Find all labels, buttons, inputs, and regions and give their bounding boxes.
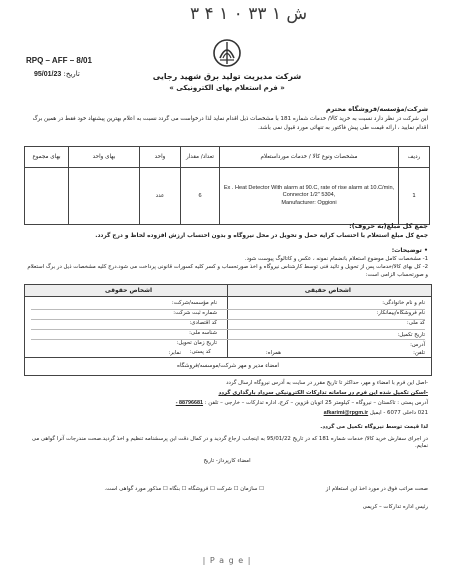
price-note: جمع کل مبلغ استعلام با احتساب کرایه حمل و تحویل در محل نیروگاه و بدون احتساب ارزش افزوده لحاظ و درج گردد. — [95, 233, 428, 239]
fax-email-line — [24, 410, 428, 417]
date-label: تاریخ: — [63, 70, 80, 78]
table-row — [25, 168, 430, 225]
header-unit: واحد — [140, 147, 181, 168]
bid-title: لذا قیمت توسط نیروگاه تکمیل می گردد. — [320, 424, 428, 430]
phone-field[interactable]: تلفن: — [413, 350, 425, 356]
header-row-no: ردیف — [399, 147, 430, 168]
completion-date-field[interactable]: تاریخ تکمیل: — [397, 332, 425, 338]
registration-no-field[interactable]: شماره ثبت شرکت: — [173, 310, 217, 316]
cell-row-no: 1 — [399, 168, 430, 225]
instruction-line-2: -اسکن تکمیل شده این فرم در سامانه تدارکات الکترونیکی سرداد بارگذاری گردد — [218, 390, 428, 396]
explanations-list — [24, 256, 428, 279]
mobile-field[interactable]: همراه: — [265, 350, 281, 356]
signature-line: امضاء مدیر و مهر شرکت/موسسه/فروشگاه — [177, 363, 279, 369]
field-divider — [31, 339, 425, 340]
economic-code-field[interactable]: کد اقتصادی: — [189, 320, 217, 326]
header-total-price: بهای مجموع — [25, 147, 69, 168]
bid-text: در اجرای سفارش خرید کالا/ خدمات شماره 181 که در تاریخ 95/01/22 به اینجانب ارجاع گردید و در کمال دقت این پرسشنامه تنظیم و اخذ گردید.صحت مندرجات آنرا گواهی می نمایم. — [31, 436, 428, 450]
form-date — [34, 70, 80, 80]
cell-total-price[interactable] — [25, 168, 69, 225]
natural-persons-header: اشخاص حقیقی — [304, 287, 351, 294]
shop-name-field[interactable]: نام فروشگاه/پیمانکار: — [376, 310, 425, 316]
page-number: | P a g e | — [202, 556, 252, 565]
cell-unit-price[interactable] — [69, 168, 140, 225]
national-id-field[interactable]: شناسه ملی: — [189, 330, 217, 336]
cell-quantity: 6 — [181, 168, 220, 225]
final-confirmation: صحت مراتب فوق در مورد اخذ این استعلام از — [325, 486, 428, 492]
header-quantity: تعداد/ مقدار — [181, 147, 220, 168]
form-title: « فرم استعلام بهای الکترونیکی » — [169, 84, 285, 92]
instruction-line-1: -اصل این فرم با امضاء و مهر، حداکثر تا تاریخ مقرر در سایت به آدرس نیروگاه ارسال گردد — [226, 380, 428, 386]
address-field[interactable]: آدرس: — [410, 342, 425, 348]
legal-persons-header: اشخاص حقوقی — [105, 287, 153, 294]
postal-address: آدرس پستی : تاکستان – نیروگاه – کیلومتر 25 اتوبان قزوین – کرج، اداره تدارکات – خارجی – تلفن : — [204, 400, 428, 406]
info-box-divider — [227, 285, 228, 357]
handwritten-note: ش ۱ ۳۳ ۰ ۱ ۴ ۳ — [190, 4, 308, 24]
fax-field[interactable]: نمابر: — [168, 350, 181, 356]
cell-description: Ex . Heat Detector With alarm at 90.C, rate of rise alarm at 10.C/min, Connector 1/2" 5304, Manufacturer: Oggioni — [220, 168, 399, 225]
signer-title: رئیس اداره تدارکات – کریمی — [362, 504, 428, 510]
intro-text: این شرکت در نظر دارد نسبت به خرید کالا/ خدمات شماره 181 با مشخصات ذیل اقدام نماید لذا درخواست می گردد نسبت به اعلام بهترین پیشنهاد خود فقط در همین برگ اقدام نمایید ، ارائه قیمت طی پیش فاکتور به تنهائی مورد قبول نمی باشد. — [32, 116, 428, 131]
company-name: شرکت مدیریت تولید برق شهید رجایی — [152, 72, 302, 81]
postal-address-line — [24, 400, 428, 407]
postal-code-field[interactable]: کد پستی: — [189, 349, 211, 355]
total-in-words-label: جمع کل مبلغ(به حروف): — [349, 222, 428, 230]
header-unit-price: بهای واحد — [69, 147, 140, 168]
explanation-item: 1- مشخصات کامل موضوع استعلام بانضمام نمونه ، عکس و کاتالوگ پیوست شود. — [244, 256, 428, 262]
explanation-item: 2- کل بهای کالا/خدمات پس از تحویل و تائید فنی توسط کارشناس نیروگاه و اخذ صورتحساب و کسر کلیه کسورات قانونی پرداخت می شود.درج کلیه مشخصات ذیل در برگ استعلام و صورتحساب الزامی است: — [27, 263, 428, 278]
header-description: مشخصات ونوع کالا / خدمات مورداستعلام — [220, 147, 399, 168]
company-name-field[interactable]: نام مؤسسه/شرکت: — [171, 300, 217, 306]
date-value: 95/01/23 — [34, 71, 62, 78]
items-table — [24, 146, 430, 225]
email-link[interactable]: afkarimi@rpgm.ir — [323, 410, 369, 416]
delivery-date-field[interactable]: تاریخ زمان تحویل: — [176, 340, 217, 346]
field-divider — [31, 309, 425, 310]
items-table-header — [25, 147, 430, 168]
field-divider — [31, 319, 425, 320]
cell-unit: عدد — [140, 168, 181, 225]
contact-phone: 88796681 - — [175, 400, 204, 406]
fax-line: 021 داخلی 6077 - ایمیل — [369, 410, 428, 416]
salutation: شرکت/مؤسسه/فروشگاه محترم — [325, 105, 428, 113]
field-divider — [31, 329, 425, 330]
name-family-field[interactable]: نام و نام خانوادگی: — [382, 300, 425, 306]
supplier-type-checkboxes[interactable]: ☐ سازمان ☐ شرکت ☐ فروشگاه ☐ بنگاه ☐ مذکور مورد گواهی است. — [104, 486, 264, 492]
national-code-field[interactable]: کد ملی: — [406, 320, 425, 326]
supplier-info-box — [24, 284, 432, 376]
company-logo-icon — [212, 38, 242, 68]
form-code: RPQ – AFF – 8/01 — [26, 56, 92, 65]
signature-row — [25, 357, 431, 376]
info-box-header — [25, 285, 431, 297]
buyer-signature-date: امضاء کارپرداز- تاریخ — [203, 458, 251, 464]
explanations-heading: • توضیحات: — [391, 247, 428, 254]
